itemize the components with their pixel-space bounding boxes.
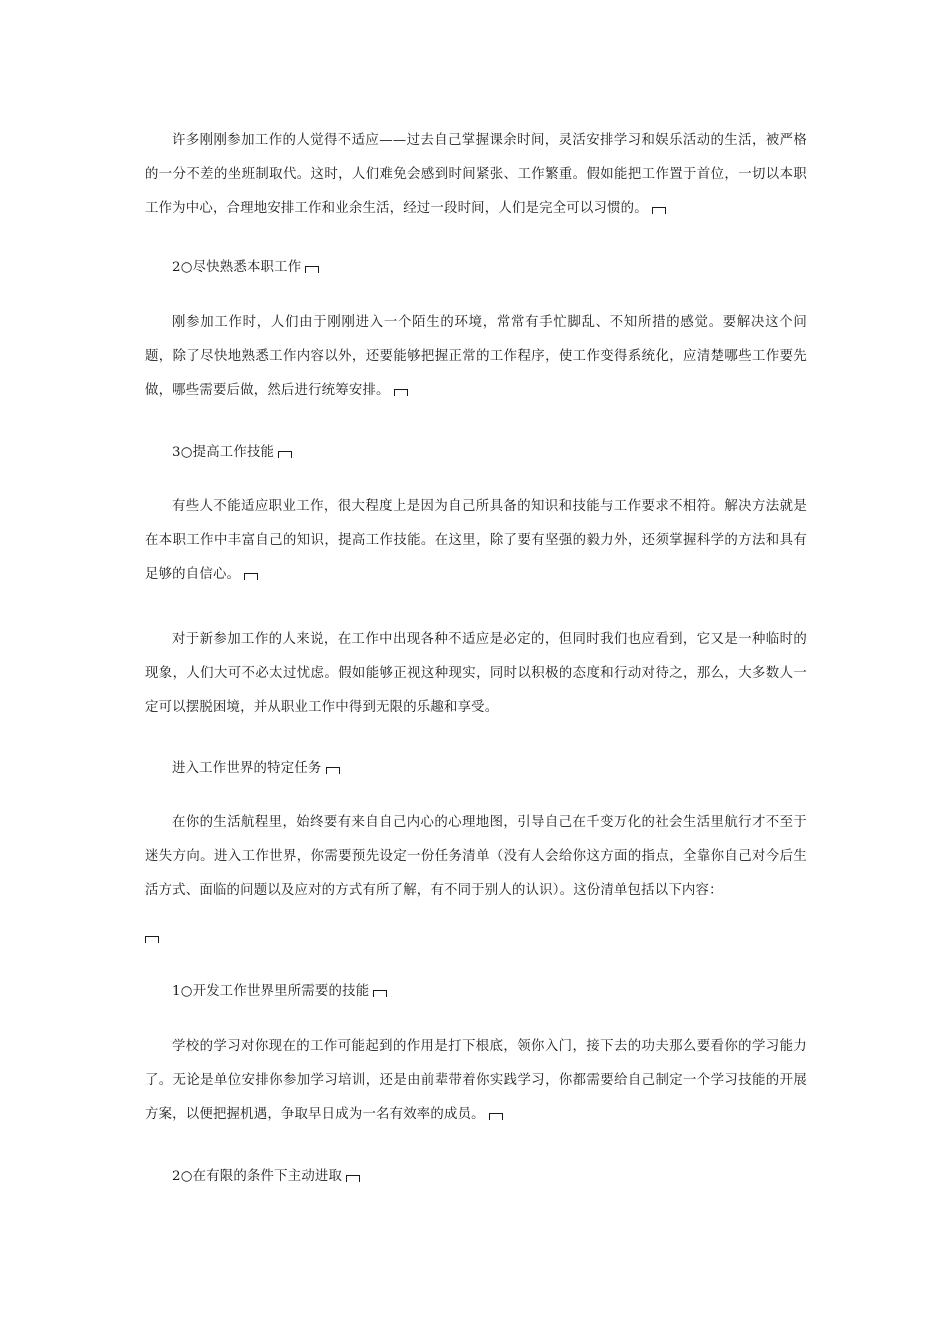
- heading-text: 进入工作世界的特定任务: [172, 761, 322, 776]
- heading-text: 3○提高工作技能: [172, 445, 275, 460]
- empty-paragraph: [145, 921, 807, 955]
- paragraph: [145, 623, 807, 725]
- paragraph-mark-icon: [394, 389, 408, 396]
- paragraph-text: 刚参加工作时，人们由于刚刚进入一个陌生的环境，常常有手忙脚乱、不知所措的感觉。要解决这个问题，除了尽快地熟悉工作内容以外，还要能够把握正常的工作程序，使工作变得系统化，应清楚哪些工作要先做，哪些需要后做，然后进行统筹安排。: [145, 315, 807, 398]
- heading-text: 2○在有限的条件下主动进取: [172, 1169, 343, 1184]
- paragraph-mark-icon: [652, 207, 666, 214]
- heading-text: 1○开发工作世界里所需要的技能: [172, 984, 370, 999]
- paragraph-text: 许多刚刚参加工作的人觉得不适应——过去自己掌握课余时间，灵活安排学习和娱乐活动的生活，被严格的一分不差的坐班制取代。这时，人们难免会感到时间紧张、工作繁重。假如能把工作置于首位，一切以本职工作为中心，合理地安排工作和业余生活，经过一段时间，人们是完全可以习惯的。: [145, 133, 807, 216]
- paragraph-mark-icon: [145, 936, 159, 943]
- paragraph: [145, 806, 807, 908]
- paragraph-text: 学校的学习对你现在的工作可能起到的作用是打下根底，领你入门，接下去的功夫那么要看你的学习能力了。无论是单位安排你参加学习培训，还是由前辈带着你实践学习，你都需要给自己制定一个学习技能的开展方案，以便把握机遇，争取早日成为一名有效率的成员。: [145, 1039, 807, 1122]
- paragraph-text: 有些人不能适应职业工作，很大程度上是因为自己所具备的知识和技能与工作要求不相符。解决方法就是在本职工作中丰富自己的知识，提高工作技能。在这里，除了要有坚强的毅力外，还须掌握科学的方法和具有足够的自信心。: [145, 499, 807, 582]
- heading-text: 2○尽快熟悉本职工作: [172, 260, 302, 275]
- section-heading: [145, 752, 834, 786]
- paragraph-mark-icon: [244, 573, 258, 580]
- paragraph: [145, 124, 807, 226]
- section-heading: [145, 975, 834, 1009]
- section-heading: [145, 436, 834, 470]
- paragraph-text: 对于新参加工作的人来说，在工作中出现各种不适应是必定的，但同时我们也应看到，它又是一种临时的现象，人们大可不必太过忧虑。假如能够正视这种现实，同时以积极的态度和行动对待之，那么，大多数人一定可以摆脱困境，并从职业工作中得到无限的乐趣和享受。: [145, 632, 807, 715]
- paragraph: [145, 490, 807, 592]
- section-heading: [145, 1160, 834, 1194]
- paragraph-text: 在你的生活航程里，始终要有来自自己内心的心理地图，引导自己在千变万化的社会生活里航行才不至于迷失方向。进入工作世界，你需要预先设定一份任务清单（没有人会给你这方面的指点，全靠你自己对今后生活方式、面临的问题以及应对的方式有所了解，有不同于别人的认识）。这份清单包括以下内容：: [145, 815, 807, 898]
- paragraph-mark-icon: [373, 990, 387, 997]
- paragraph: [145, 1030, 807, 1132]
- paragraph-mark-icon: [489, 1113, 503, 1120]
- paragraph-mark-icon: [278, 451, 292, 458]
- section-heading: [145, 251, 834, 285]
- paragraph: [145, 306, 807, 408]
- paragraph-mark-icon: [326, 767, 340, 774]
- paragraph-mark-icon: [346, 1175, 360, 1182]
- paragraph-mark-icon: [305, 266, 319, 273]
